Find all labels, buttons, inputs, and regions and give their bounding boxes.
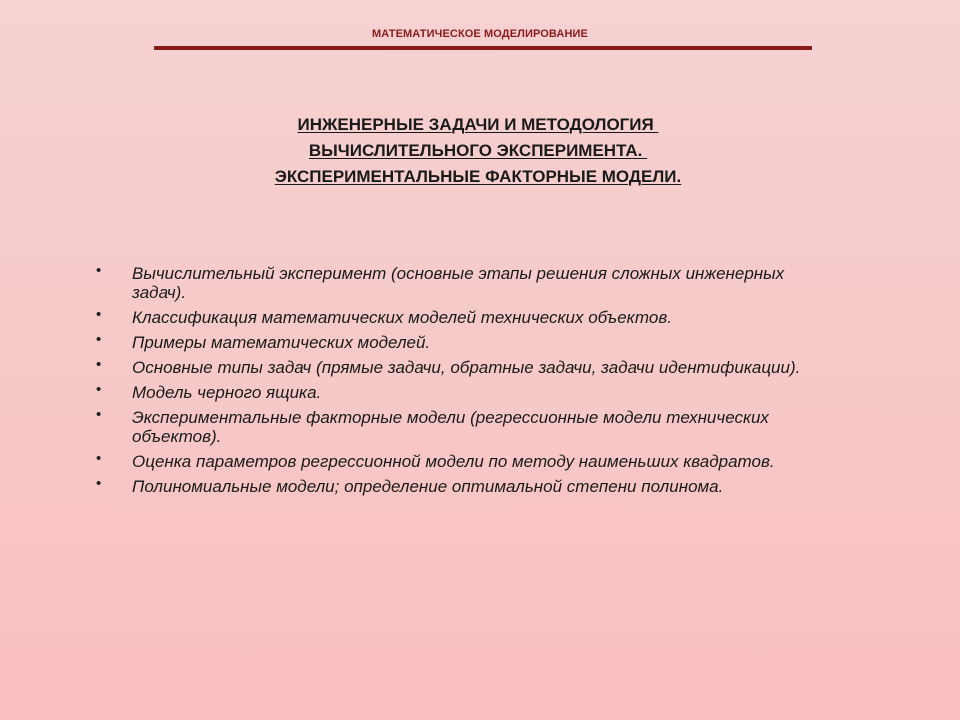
list-item bbox=[96, 308, 836, 327]
list-item bbox=[96, 477, 836, 496]
header-rule bbox=[154, 46, 812, 50]
list-item-text: Экспериментальные факторные модели (регрессионные модели технических объектов). bbox=[132, 408, 769, 446]
bullet-icon: • bbox=[96, 381, 102, 398]
list-item bbox=[96, 383, 836, 402]
bullet-icon: • bbox=[96, 475, 102, 492]
title-line: ЭКСПЕРИМЕНТАЛЬНЫЕ ФАКТОРНЫЕ МОДЕЛИ. bbox=[274, 167, 682, 186]
list-item bbox=[96, 408, 836, 446]
title-line: ИНЖЕНЕРНЫЕ ЗАДАЧИ И МЕТОДОЛОГИЯ bbox=[297, 115, 659, 134]
list-item-text: Модель черного ящика. bbox=[132, 383, 322, 402]
bullet-icon: • bbox=[96, 262, 102, 279]
bullet-icon: • bbox=[96, 331, 102, 348]
list-item-text: Вычислительный эксперимент (основные этапы решения сложных инженерных задач). bbox=[132, 264, 785, 302]
title-line: ВЫЧИСЛИТЕЛЬНОГО ЭКСПЕРИМЕНТА. bbox=[308, 141, 648, 160]
header-label: МАТЕМАТИЧЕСКОЕ МОДЕЛИРОВАНИЕ bbox=[372, 28, 588, 40]
bullet-list bbox=[96, 264, 836, 502]
bullet-icon: • bbox=[96, 356, 102, 373]
slide-title bbox=[140, 112, 816, 190]
list-item bbox=[96, 333, 836, 352]
bullet-icon: • bbox=[96, 450, 102, 467]
list-item bbox=[96, 452, 836, 471]
list-item bbox=[96, 264, 836, 302]
list-item-text: Полиномиальные модели; определение оптимальной степени полинома. bbox=[132, 477, 724, 496]
list-item-text: Примеры математических моделей. bbox=[132, 333, 431, 352]
list-item bbox=[96, 358, 836, 377]
list-item-text: Оценка параметров регрессионной модели по методу наименьших квадратов. bbox=[132, 452, 775, 471]
bullet-icon: • bbox=[96, 406, 102, 423]
bullet-icon: • bbox=[96, 306, 102, 323]
list-item-text: Классификация математических моделей технических объектов. bbox=[132, 308, 672, 327]
list-item-text: Основные типы задач (прямые задачи, обратные задачи, задачи идентификации). bbox=[132, 358, 801, 377]
